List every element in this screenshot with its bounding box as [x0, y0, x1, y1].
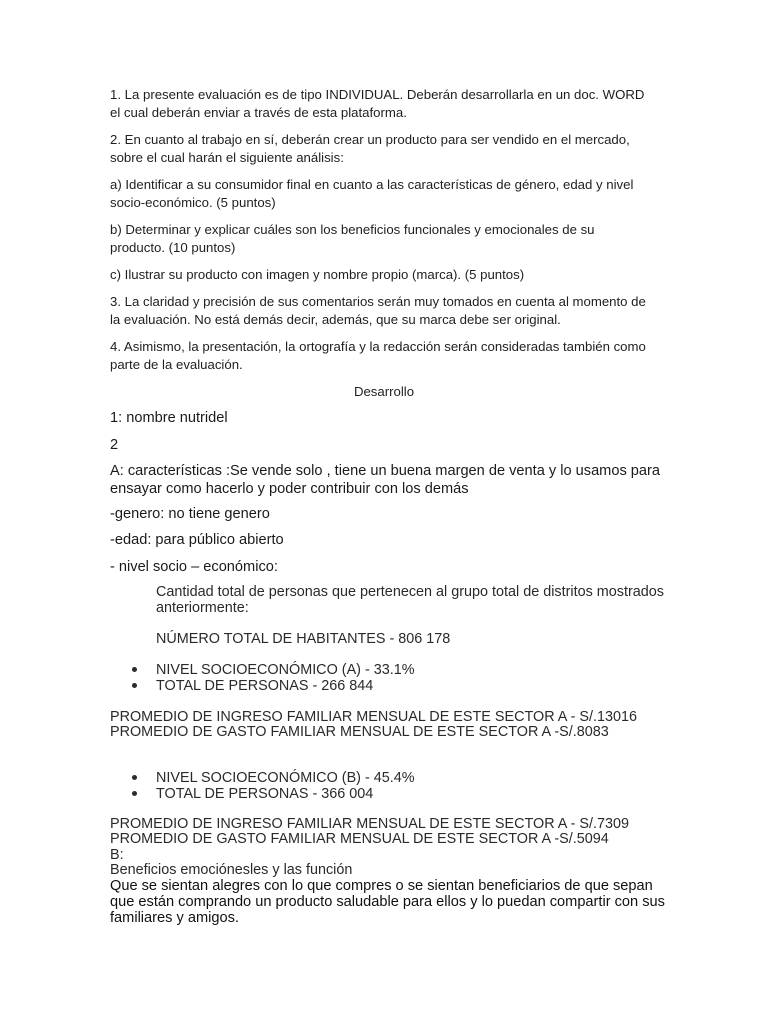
instruction-1: 1. La presente evaluación es de tipo INDIVIDUAL. Deberán desarrollarla en un doc. WORD el cual deberán enviar a través de esta plataforma.: [110, 87, 645, 120]
list-item: [130, 770, 415, 786]
part-b-subtitle: Beneficios emociónesles y las función: [110, 862, 353, 878]
instruction-2: 2. En cuanto al trabajo en sí, deberán crear un producto para ser vendido en el mercado, sobre el cual harán el siguiente análisis:: [110, 132, 630, 165]
sector-b-bullet-list: [130, 770, 415, 802]
bullet-text: TOTAL DE PERSONAS - 366 004: [156, 786, 374, 802]
bullet-icon: [132, 683, 137, 688]
instruction-c: c) Ilustrar su producto con imagen y nombre propio (marca). (5 puntos): [110, 267, 525, 282]
sector-b-expense: PROMEDIO DE GASTO FAMILIAR MENSUAL DE ESTE SECTOR A -S/.5094: [110, 831, 609, 847]
part-b-label: B:: [110, 847, 124, 863]
bullet-text: NIVEL SOCIOECONÓMICO (A) - 33.1%: [156, 662, 415, 678]
bullet-icon: [132, 667, 137, 672]
instruction-a: a) Identificar a su consumidor final en cuanto a las características de género, edad y nivel socio-económico. (5 puntos): [110, 177, 634, 210]
list-item: [130, 662, 415, 678]
population-total: NÚMERO TOTAL DE HABITANTES - 806 178: [156, 631, 451, 647]
section-heading: Desarrollo: [353, 384, 415, 399]
population-intro: Cantidad total de personas que pertenecen al grupo total de distritos mostrados anteriormente:: [156, 584, 664, 616]
product-name-line: 1: nombre nutridel: [110, 410, 228, 426]
instruction-4: 4. Asimismo, la presentación, la ortografía y la redacción serán consideradas también como parte de la evaluación.: [110, 339, 646, 372]
nivel-socio-line: - nivel socio – económico:: [110, 559, 278, 575]
instruction-3: 3. La claridad y precisión de sus comentarios serán muy tomados en cuenta al momento de la evaluación. No está demás decir, además, que su marca debe ser original.: [110, 294, 646, 327]
list-item: [130, 786, 415, 802]
genero-line: -genero: no tiene genero: [110, 506, 270, 522]
edad-line: -edad: para público abierto: [110, 532, 284, 548]
sector-a-income: PROMEDIO DE INGRESO FAMILIAR MENSUAL DE ESTE SECTOR A - S/.13016: [110, 709, 637, 725]
characteristics-paragraph: A: características :Se vende solo , tiene un buena margen de venta y lo usamos para ensayar como hacerlo y poder contribuir con los demás: [110, 463, 661, 497]
part-b-body: Que se sientan alegres con lo que compres o se sientan beneficiarios de que sepan que están comprando un producto saludable para ellos y lo puedan compartir con sus familiares y amigos.: [110, 878, 665, 926]
item-2-line: 2: [110, 437, 119, 453]
bullet-text: TOTAL DE PERSONAS - 266 844: [156, 678, 374, 694]
sector-a-bullet-list: [130, 662, 415, 694]
bullet-text: NIVEL SOCIOECONÓMICO (B) - 45.4%: [156, 770, 415, 786]
bullet-icon: [132, 791, 137, 796]
sector-a-expense: PROMEDIO DE GASTO FAMILIAR MENSUAL DE ESTE SECTOR A -S/.8083: [110, 724, 609, 740]
bullet-icon: [132, 775, 137, 780]
instruction-b: b) Determinar y explicar cuáles son los beneficios funcionales y emocionales de su producto. (10 puntos): [110, 222, 595, 255]
list-item: [130, 678, 415, 694]
sector-b-income: PROMEDIO DE INGRESO FAMILIAR MENSUAL DE ESTE SECTOR A - S/.7309: [110, 816, 629, 832]
